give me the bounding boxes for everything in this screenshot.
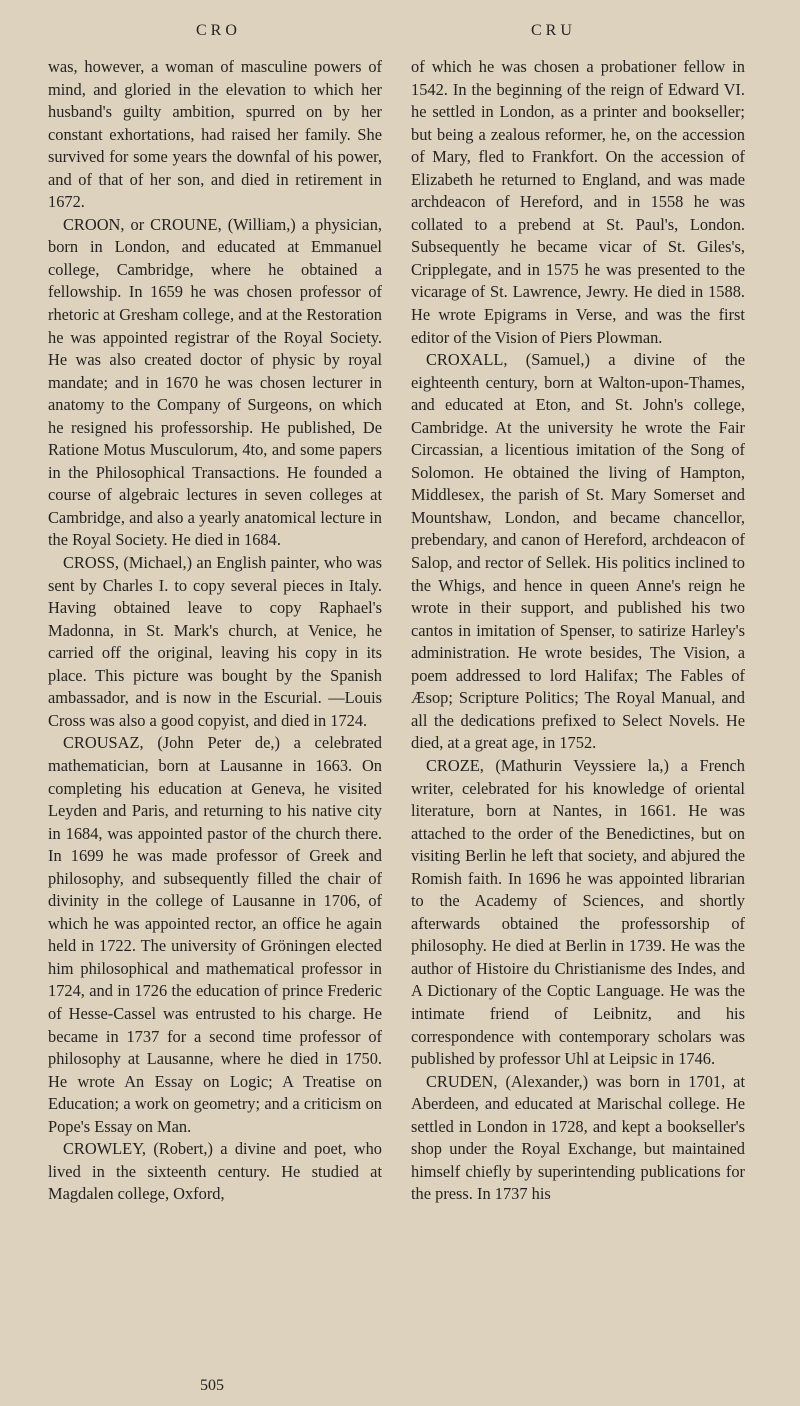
running-header-right: CRU: [531, 22, 576, 39]
right-column: [411, 56, 745, 1206]
entry-crowley: CROWLEY, (Robert,) a divine and poet, who lived in the sixteenth century. He studied at Magdalen college, Oxford,: [48, 1139, 382, 1204]
entry-cross: CROSS, (Michael,) an English painter, who was sent by Charles I. to copy several pieces in Italy. Having obtained leave to copy Raphael's Madonna, in St. Mark's church, at Venice, he carried off the original, leaving his copy in its place. This picture was bought by the Spanish ambassador, and is now in the Escurial. —Louis Cross was also a good copyist, and died in 1724.: [48, 553, 382, 730]
running-header-left: CRO: [196, 22, 241, 39]
entry-croze: CROZE, (Mathurin Veyssiere la,) a French writer, celebrated for his knowledge of oriental literature, born at Nantes, in 1661. He was attached to the order of the Benedictines, but on visiting Berlin he left that society, and abjured the Romish faith. In 1696 he was appointed librarian to the Academy of Sciences, and shortly afterwards obtained the professorship of philosophy. He died at Berlin in 1739. He was the author of Histoire du Christianisme des Indes, and A Dictionary of the Coptic Language. He was the intimate friend of Leibnitz, and his correspondence with contemporary scholars was published by professor Uhl at Leipsic in 1746.: [411, 755, 745, 1069]
left-column: [48, 56, 382, 1206]
entry-croxall: CROXALL, (Samuel,) a divine of the eighteenth century, born at Walton-upon-Thames, and educated at Eton, and St. John's college, Cambridge. At the university he wrote the Fair Circassian, a licentious imitation of the Song of Solomon. He obtained the living of Hampton, Middlesex, the parish of St. Mary Somerset and Mountshaw, London, and became chancellor, prebendary, and canon of Hereford, archdeacon of Salop, and rector of Sellek. His politics inclined to the Whigs, and hence in queen Anne's reign he wrote in their support, and published his two cantos in imitation of Spenser, to satirize Harley's administration. He wrote besides, The Vision, a poem addressed to lord Halifax; The Fables of Æsop; Scripture Politics; The Royal Manual, and all the dedications prefixed to Select Novels. He died, at a great age, in 1752.: [411, 350, 745, 753]
entry-cruden: CRUDEN, (Alexander,) was born in 1701, at Aberdeen, and educated at Marischal college. He settled in London in 1728, and kept a bookseller's shop under the Royal Exchange, but maintained himself chiefly by superintending publications for the press. In 1737 his: [411, 1071, 745, 1204]
paragraph-continuation: of which he was chosen a probationer fellow in 1542. In the beginning of the reign of Edward VI. he settled in London, as a printer and bookseller; but being a zealous reformer, he, on the accession of Mary, fled to Frankfort. On the accession of Elizabeth he returned to England, and was made archdeacon of Hereford, and in 1558 he was collated to a prebend at St. Paul's, London. Subsequently he became vicar of St. Giles's, Cripplegate, and in 1575 he was presented to the vicarage of St. Lawrence, Jewry. He died in 1588. He wrote Epigrams in Verse, and was the first editor of the Vision of Piers Plowman.: [411, 57, 745, 347]
paragraph-continuation: was, however, a woman of masculine powers of mind, and gloried in the elevation to which her husband's guilty ambition, spurred on by her constant exhortations, had raised her family. She survived for some years the downfal of his power, and of that of her son, and died in retirement in 1672.: [48, 57, 382, 212]
entry-crousaz: CROUSAZ, (John Peter de,) a celebrated mathematician, born at Lausanne in 1663. On completing his education at Geneva, he visited Leyden and Paris, and returning to his native city in 1684, was appointed pastor of the church there. In 1699 he was made professor of Greek and philosophy, and subsequently filled the chair of divinity in the college of Lausanne in 1706, of which he was appointed rector, an office he again held in 1722. The university of Gröningen elected him philosophical and mathematical professor in 1724, and in 1726 the education of prince Frederic of Hesse-Cassel was entrusted to his charge. He became in 1737 for a second time professor of philosophy at Lausanne, where he died in 1750. He wrote An Essay on Logic; A Treatise on Education; a work on geometry; and a criticism on Pope's Essay on Man.: [48, 733, 382, 1136]
entry-croon: CROON, or CROUNE, (William,) a physician, born in London, and educated at Emmanuel college, Cambridge, where he obtained a fellowship. In 1659 he was chosen professor of rhetoric at Gresham college, and at the Restoration he was appointed registrar of the Royal Society. He was also created doctor of physic by royal mandate; and in 1670 he was chosen lecturer in anatomy to the Company of Surgeons, on which he resigned his professorship. He published, De Ratione Motus Musculorum, 4to, and some papers in the Philosophical Transactions. He founded a course of algebraic lectures in seven colleges at Cambridge, and also a yearly anatomical lecture in the Royal Society. He died in 1684.: [48, 214, 382, 550]
page-number: 505: [200, 1377, 224, 1394]
